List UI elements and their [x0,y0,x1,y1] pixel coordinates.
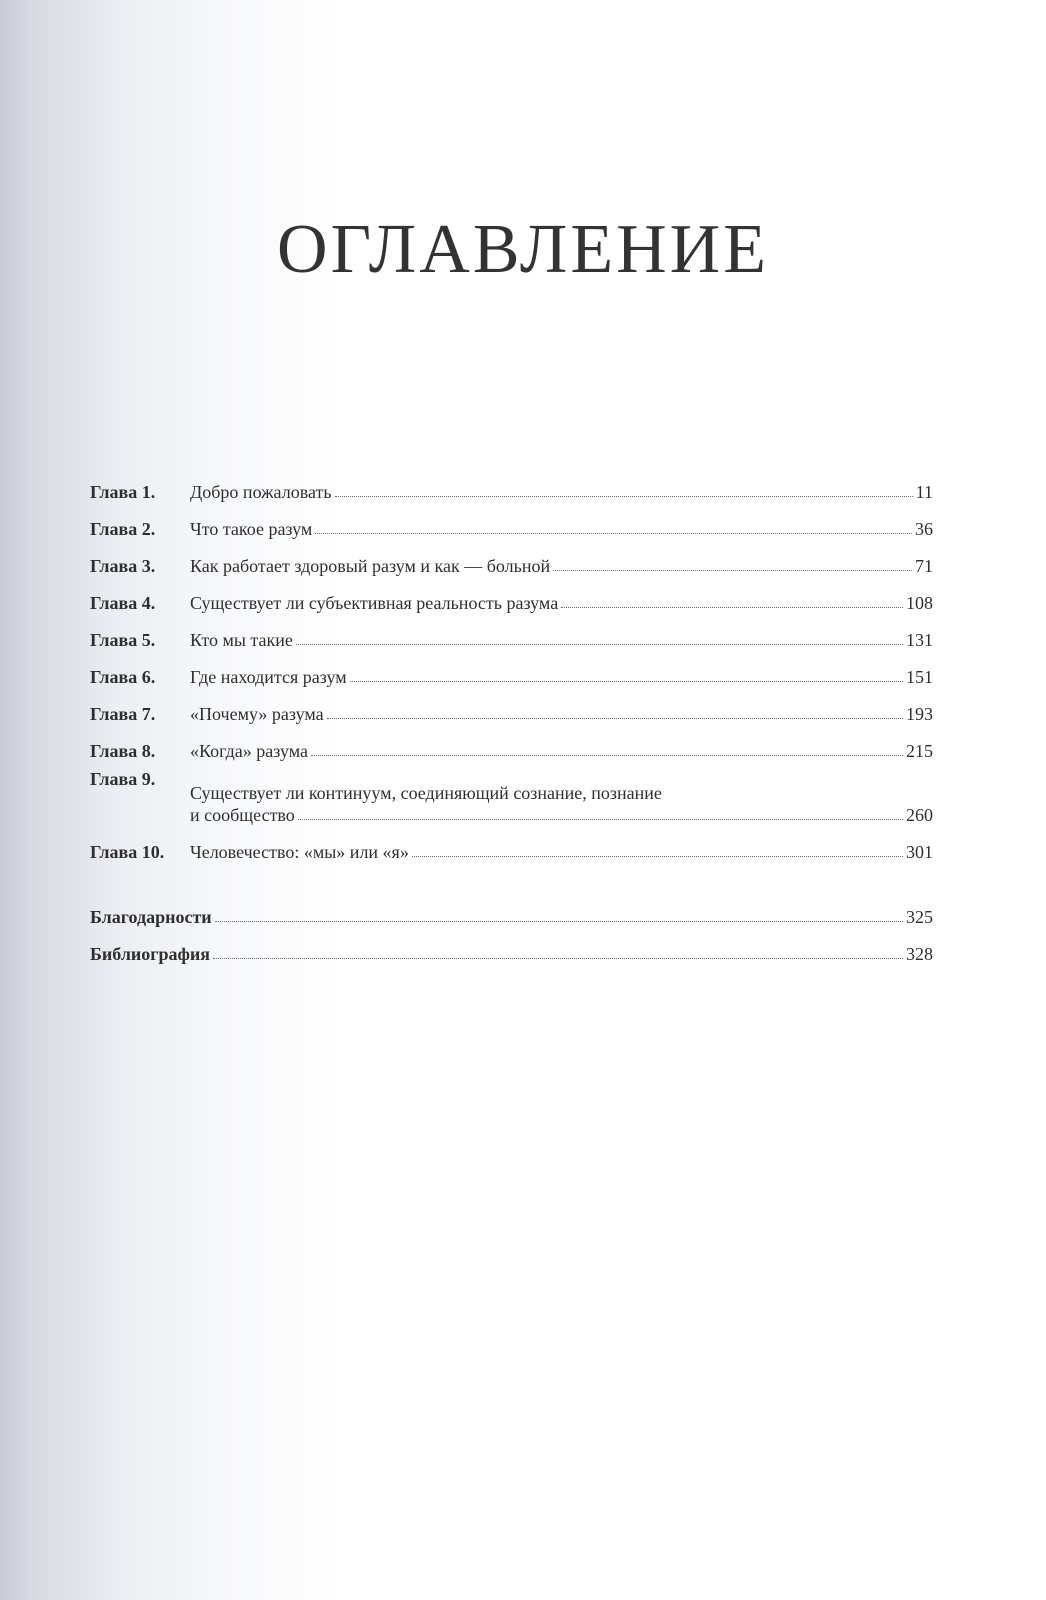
dot-leader [298,819,903,820]
page-number: 193 [906,704,933,724]
page-number: 260 [906,805,933,825]
dot-leader [335,496,913,497]
dot-leader [215,921,903,922]
chapter-title: Добро пожаловать [190,482,332,502]
dot-leader [296,644,903,645]
chapter-number: Глава 5. [90,630,156,650]
page-number: 108 [906,593,933,613]
chapter-title: «Когда» разума [190,741,308,761]
toc-entry-chapter-6[interactable] [90,651,933,688]
section-spacer [90,863,933,891]
page-number: 328 [906,944,933,964]
chapter-title: Где находится разум [190,667,347,687]
page-number: 301 [906,842,933,862]
dot-leader [553,570,912,571]
chapter-title: Кто мы такие [190,630,293,650]
toc-entry-chapter-8[interactable] [90,725,933,762]
section-title: Библиография [90,944,211,964]
chapter-number: Глава 9. [90,769,156,789]
chapter-number: Глава 8. [90,741,156,761]
dot-leader [327,718,903,719]
dot-leader [561,607,903,608]
dot-leader [311,755,903,756]
toc-entry-chapter-2[interactable] [90,503,933,540]
chapter-title: Существует ли субъективная реальность разума [190,593,559,613]
chapter-number: Глава 4. [90,593,156,613]
page-number: 36 [915,519,933,539]
chapter-title: Что такое разум [190,519,313,539]
chapter-title-line-1: Существует ли континуум, соединяющий сознание, познание [190,783,662,803]
toc-entry-chapter-4[interactable] [90,577,933,614]
toc-entry-bibliography[interactable] [90,928,933,965]
chapter-number: Глава 2. [90,519,156,539]
page-number: 325 [906,907,933,927]
table-of-contents [90,466,933,965]
chapter-title: «Почему» разума [190,704,324,724]
chapter-number: Глава 10. [90,842,165,862]
toc-entry-chapter-10[interactable] [90,826,933,863]
toc-entry-acknowledgements[interactable] [90,891,933,928]
page-title: ОГЛАВЛЕНИЕ [277,211,769,288]
section-title: Благодарности [90,907,212,927]
page-number: 151 [906,667,933,687]
dot-leader [412,856,903,857]
chapter-number: Глава 7. [90,704,156,724]
toc-entry-chapter-5[interactable] [90,614,933,651]
page-number: 71 [915,556,933,576]
dot-leader [315,533,912,534]
page-number: 131 [906,630,933,650]
page-number: 215 [906,741,933,761]
chapter-number: Глава 1. [90,482,156,502]
toc-entry-chapter-3[interactable] [90,540,933,577]
chapter-title-line-2: и сообщество [190,805,295,825]
chapter-number: Глава 6. [90,667,156,687]
chapter-title: Как работает здоровый разум и как — больной [190,556,551,576]
chapter-number: Глава 3. [90,556,156,576]
toc-entry-chapter-9[interactable] [90,762,933,826]
chapter-title: Человечество: «мы» или «я» [190,842,409,862]
dot-leader [213,958,903,959]
dot-leader [350,681,903,682]
toc-entry-chapter-1[interactable] [90,466,933,503]
page-number: 11 [915,482,933,502]
toc-entry-chapter-7[interactable] [90,688,933,725]
